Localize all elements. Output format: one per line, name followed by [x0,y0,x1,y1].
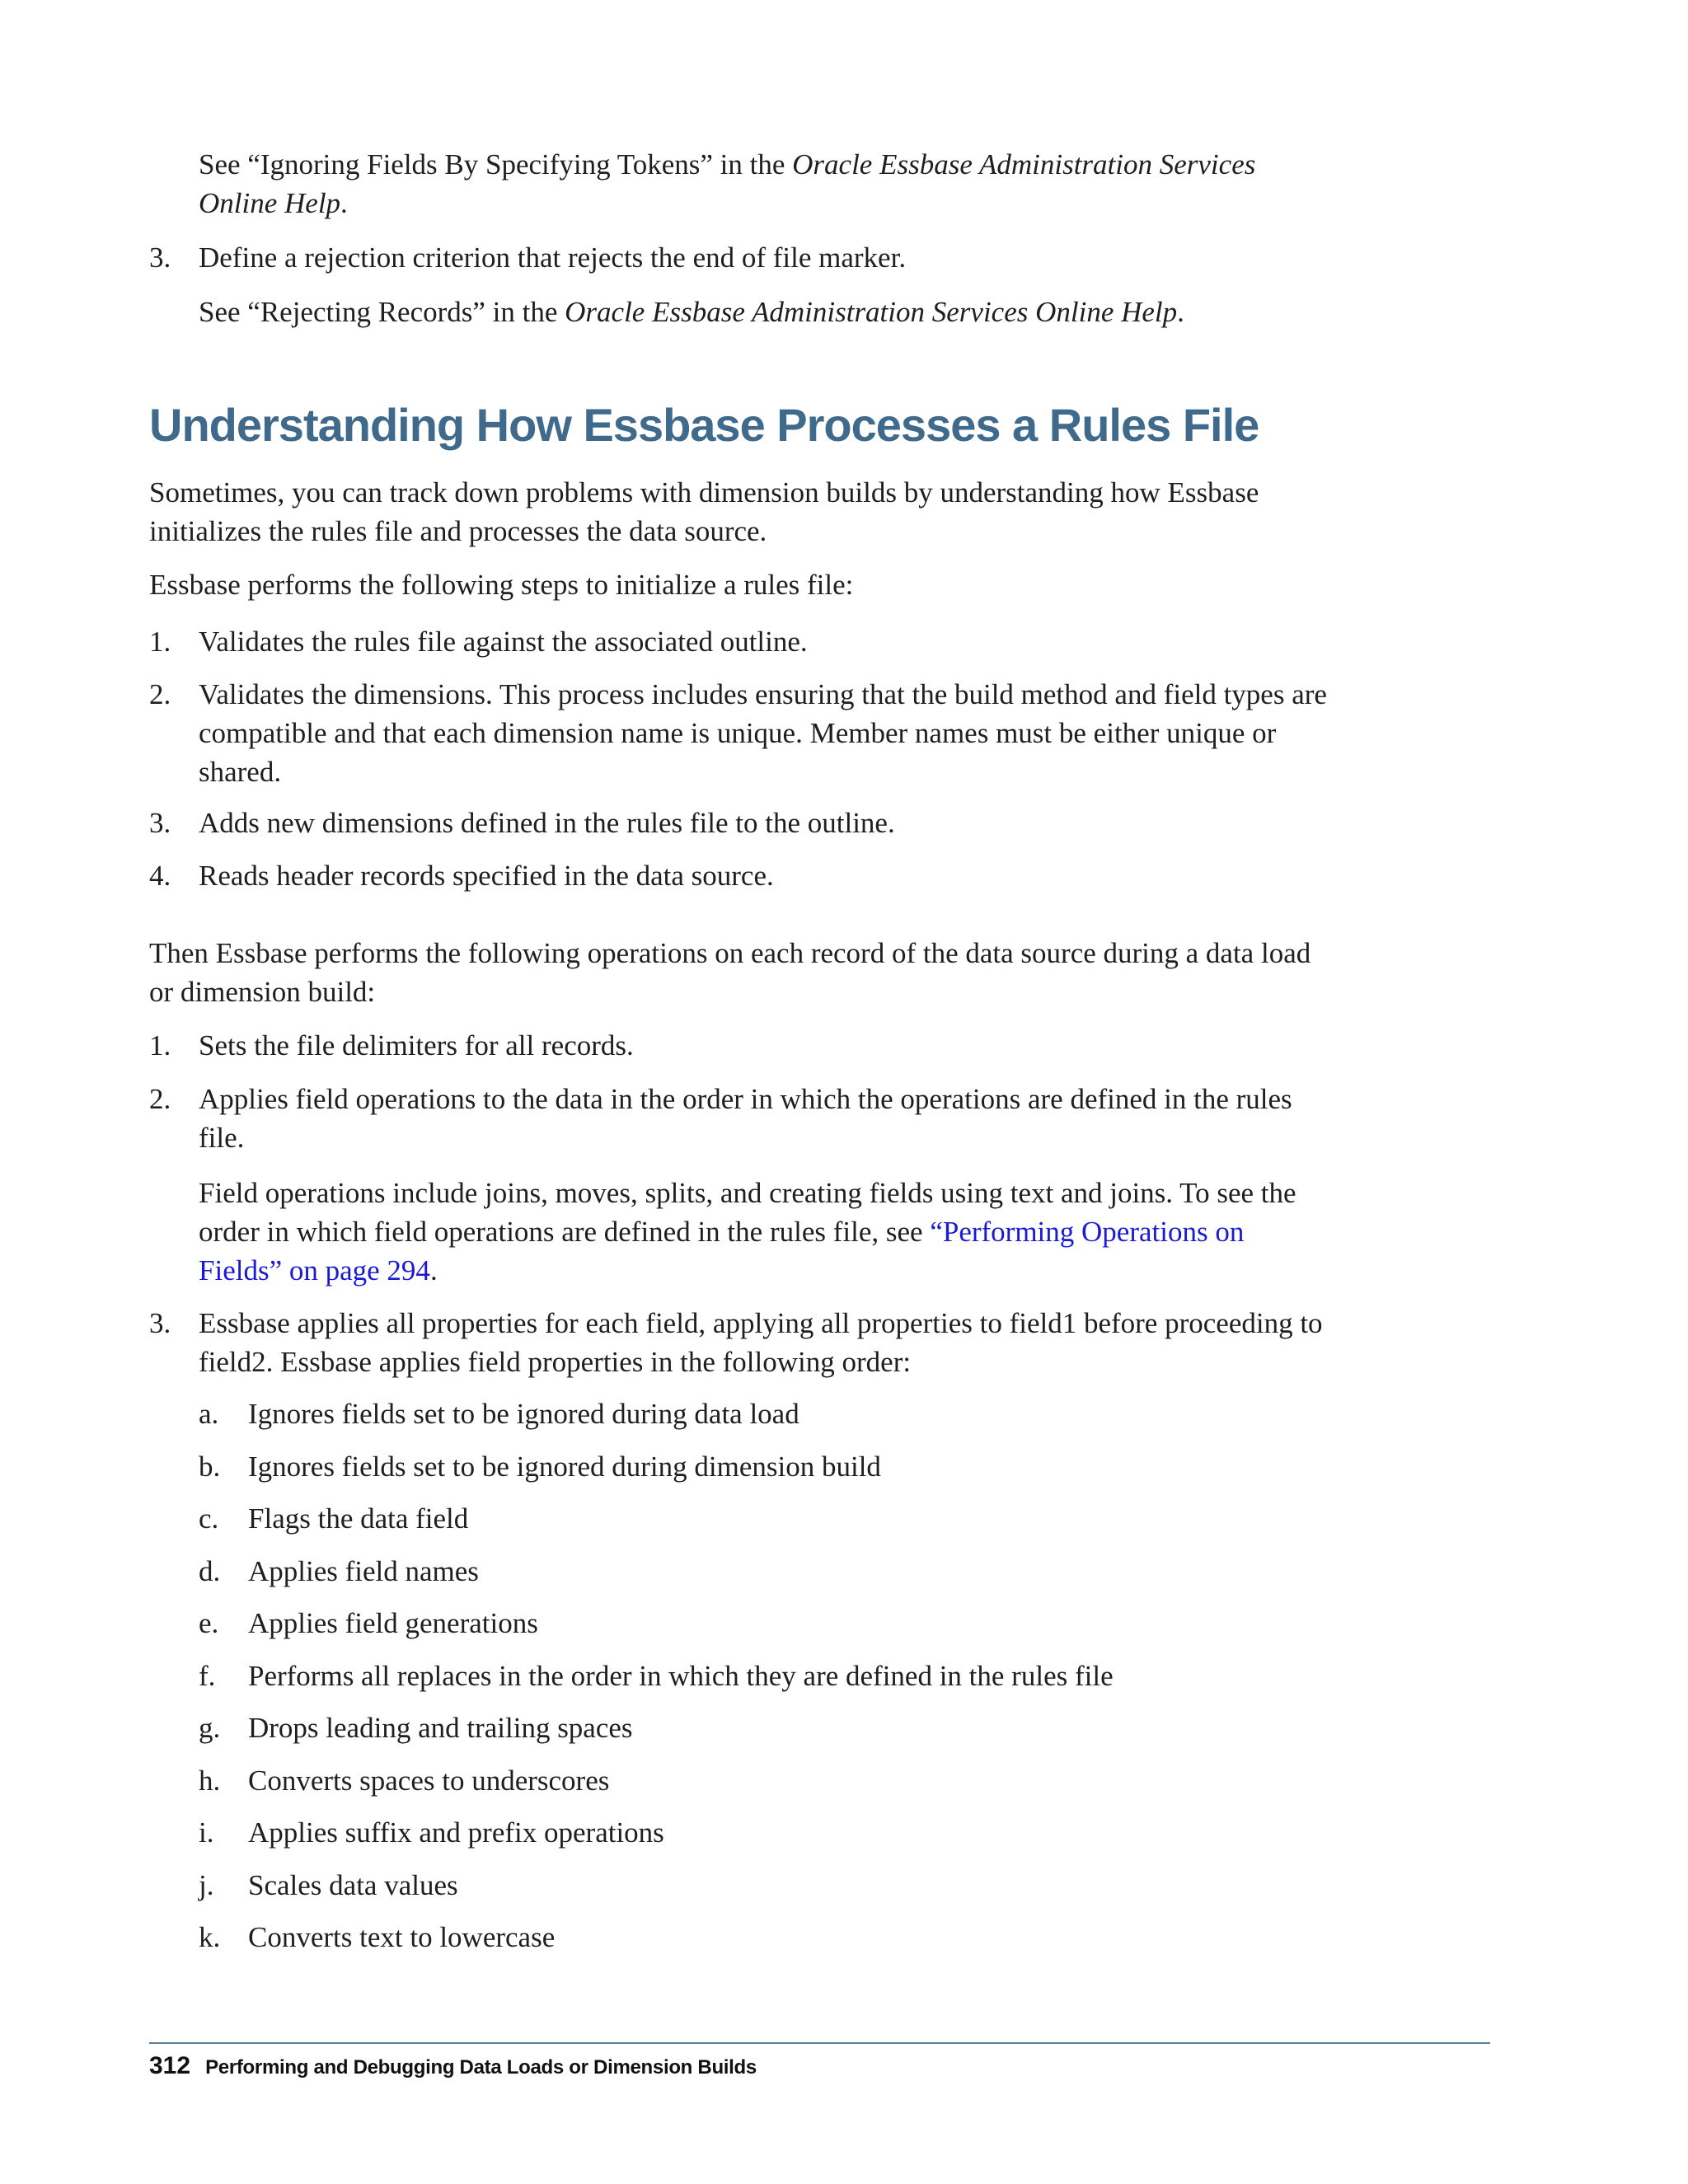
list-item [149,1304,1328,1381]
list-number: 1. [149,626,171,658]
list-text: Applies field operations to the data in the order in which the operations are defined in the rules file. [199,1083,1292,1154]
sub-list-item [199,1708,1328,1747]
help-reference: Oracle Essbase Administration Services Online Help [199,148,1256,219]
see-also-rejecting-records: See “Rejecting Records” in the Oracle Essbase Administration Services Online Help. [199,296,1184,328]
record-steps-lead: Then Essbase performs the following operations on each record of the data source during a data load or dimension build: [149,937,1311,1008]
sub-list-letter: g. [199,1712,221,1744]
list-number: 1. [149,1029,171,1062]
page-footer [149,2052,757,2080]
intro-paragraph: Sometimes, you can track down problems with dimension builds by understanding how Essbase initializes the rules file and processes the data source. [149,476,1259,547]
help-reference: Oracle Essbase Administration Services Online Help [565,296,1178,328]
list-text: Essbase applies all properties for each field, applying all properties to field1 before proceeding to field2. Essbase applies field properties in the following order: [199,1307,1323,1378]
page-number: 312 [149,2052,191,2079]
list-item [149,1080,1328,1157]
list-item [149,1026,1328,1065]
init-steps-lead: Essbase performs the following steps to initialize a rules file: [149,569,854,601]
sub-list-item [199,1866,1328,1905]
sub-list-text: Ignores fields set to be ignored during dimension build [248,1451,881,1483]
sub-list-letter: j. [199,1869,214,1901]
sub-list-item [199,1604,1328,1643]
sub-list-letter: k. [199,1921,221,1953]
sub-list-letter: e. [199,1607,219,1639]
sub-list-item [199,1657,1328,1695]
sub-list-item [199,1813,1328,1852]
see-also-ignoring-fields: See “Ignoring Fields By Specifying Tokens” in the Oracle Essbase Administration Services Online Help. [199,148,1256,219]
sub-list-item [199,1552,1328,1591]
list-item [149,856,1328,895]
sub-list-letter: d. [199,1555,221,1587]
sub-list-item [199,1918,1328,1957]
sub-list-item [199,1394,1328,1433]
field-operations-note: Field operations include joins, moves, splits, and creating fields using text and joins. To see the order in which field operations are defined in the rules file, see “Performing Operations on Fields” on page 294. [199,1177,1296,1286]
list-text: Adds new dimensions defined in the rules file to the outline. [199,807,895,839]
performing-operations-link[interactable]: “Performing Operations on Fields” on page 294 [199,1216,1245,1286]
sub-list-text: Performs all replaces in the order in which they are defined in the rules file [248,1660,1114,1692]
list-text: Validates the rules file against the associated outline. [199,626,808,658]
sub-list-text: Scales data values [248,1869,458,1901]
sub-list-letter: a. [199,1398,219,1430]
list-number: 4. [149,860,171,892]
list-item [149,622,1328,661]
list-text: Sets the file delimiters for all records. [199,1029,634,1062]
list-text: Reads header records specified in the data source. [199,860,774,892]
list-number: 3. [149,807,171,839]
chapter-title: Performing and Debugging Data Loads or Dimension Builds [205,2056,757,2079]
sub-list-item [199,1499,1328,1538]
sub-list-letter: c. [199,1502,219,1535]
list-item [149,675,1328,791]
sub-list-text: Converts spaces to underscores [248,1765,610,1797]
sub-list-text: Applies suffix and prefix operations [248,1816,664,1849]
sub-list-text: Ignores fields set to be ignored during data load [248,1398,799,1430]
list-number: 3. [149,1307,171,1339]
sub-list-text: Applies field generations [248,1607,538,1639]
list-number: 3. [149,241,171,274]
section-heading: Understanding How Essbase Processes a Rules File [149,399,1259,451]
sub-list-letter: i. [199,1816,214,1849]
list-number: 2. [149,1083,171,1115]
sub-list-letter: f. [199,1660,216,1692]
sub-list-letter: b. [199,1451,221,1483]
list-number: 2. [149,678,171,710]
sub-list-item [199,1761,1328,1800]
footer-divider [149,2042,1490,2044]
sub-list-text: Drops leading and trailing spaces [248,1712,633,1744]
list-item [149,238,1328,277]
list-text: Validates the dimensions. This process includes ensuring that the build method and field types are compatible and that each dimension name is unique. Member names must be either unique or shared. [199,678,1327,788]
sub-list-text: Converts text to lowercase [248,1921,556,1953]
sub-list-item [199,1447,1328,1486]
list-item [149,804,1328,842]
sub-list-text: Flags the data field [248,1502,469,1535]
sub-list-letter: h. [199,1765,221,1797]
list-text: Define a rejection criterion that rejects the end of file marker. [199,241,907,274]
sub-list-text: Applies field names [248,1555,479,1587]
